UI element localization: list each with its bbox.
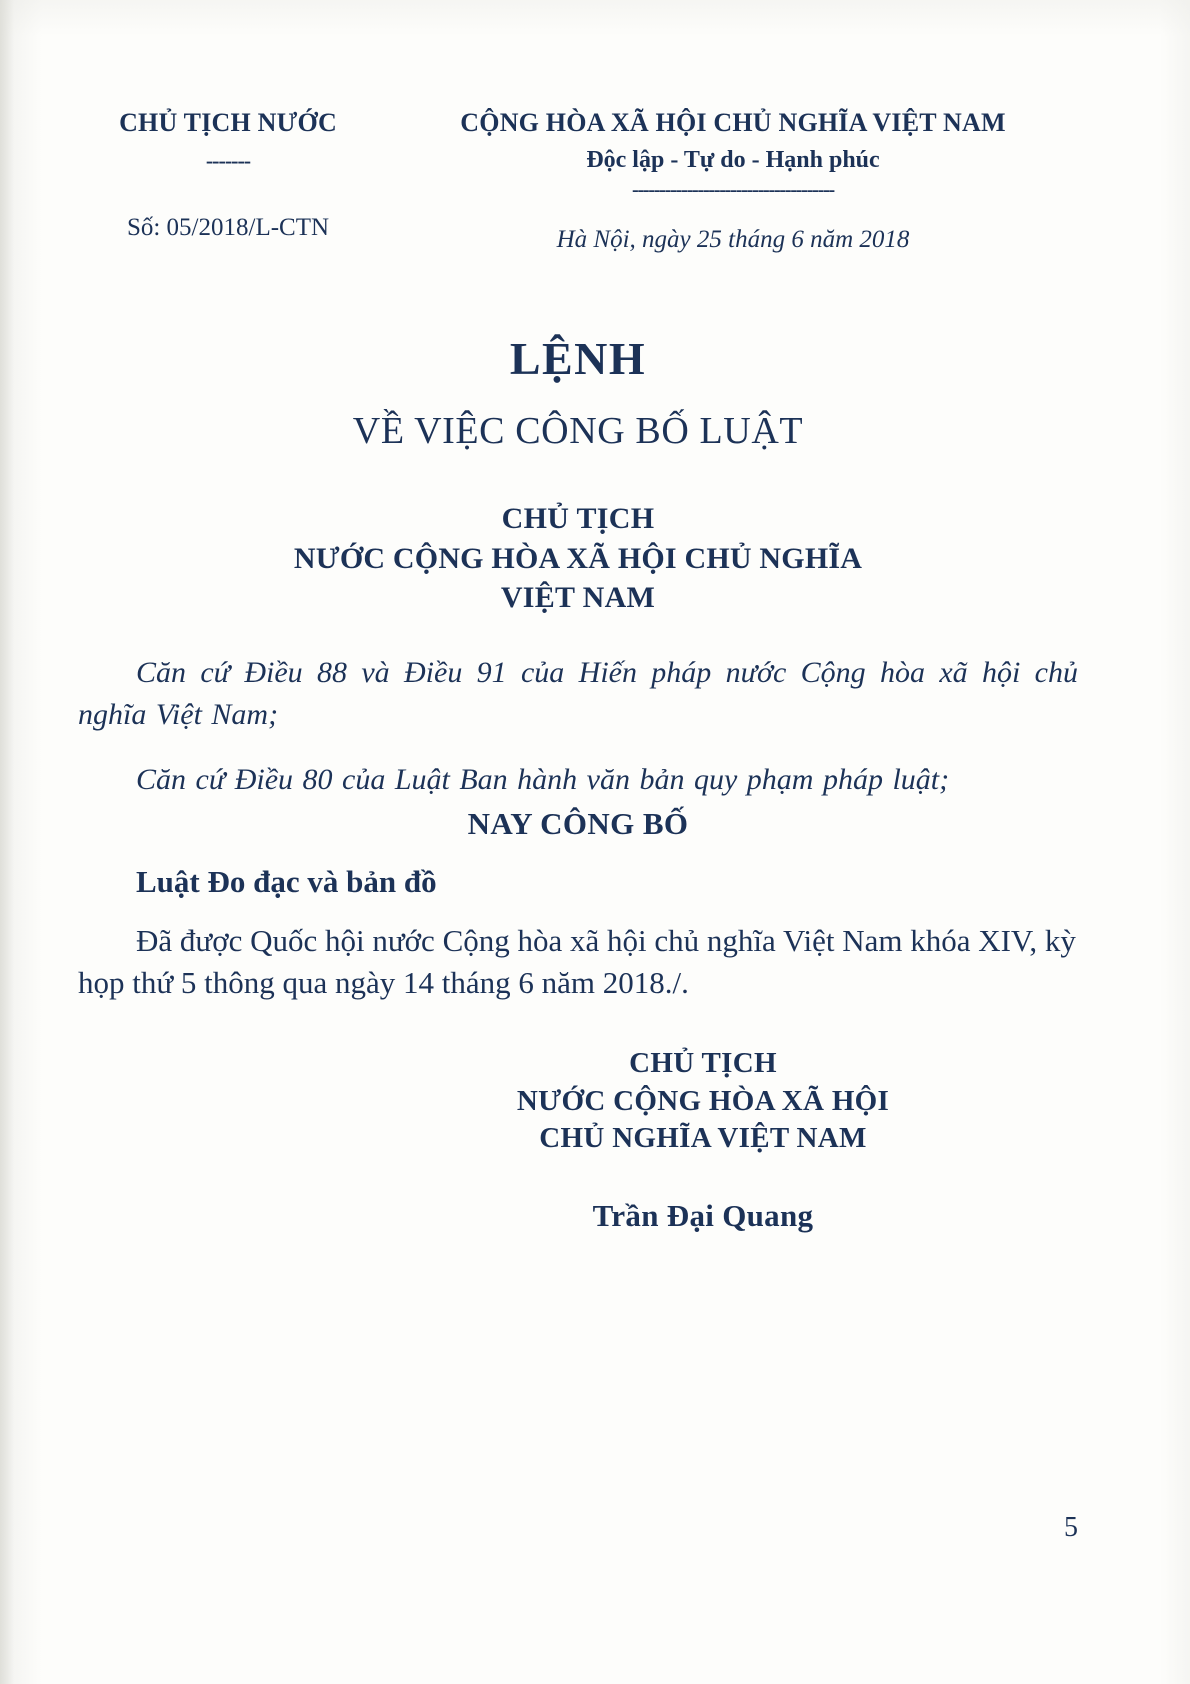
motto-divider-rule: ------------------------------------- <box>631 180 835 200</box>
authority-line-2: NƯỚC CỘNG HÒA XÃ HỘI CHỦ NGHĨA <box>293 541 863 575</box>
passage-paragraph: Đã được Quốc hội nước Cộng hòa xã hội chủ nghĩa Việt Nam khóa XIV, kỳ họp thứ 5 thông qua ngày 14 tháng 6 năm 2018./. <box>78 922 1076 1001</box>
page-number: 5 <box>1064 1512 1078 1543</box>
document-header <box>78 0 1078 254</box>
authority-block <box>78 499 1078 618</box>
proclamation-heading: NAY CÔNG BỐ <box>467 805 689 841</box>
authority-line-3: VIỆT NAM <box>500 581 656 615</box>
legal-basis-paragraph-1: Căn cứ Điều 88 và Điều 91 của Hiến pháp nước Cộng hòa xã hội chủ nghĩa Việt Nam; <box>78 655 1078 732</box>
scan-edge-shadow <box>0 0 14 1684</box>
document-content <box>78 0 1078 1234</box>
issuer-divider-rule: ------- <box>205 148 251 173</box>
issuing-authority: CHỦ TỊCH NƯỚC <box>119 108 337 137</box>
national-motto: Độc lập - Tự do - Hạnh phúc <box>586 147 880 173</box>
signer-title-line-2: NƯỚC CỘNG HÒA XÃ HỘI <box>516 1084 890 1117</box>
signer-name: Trần Đại Quang <box>592 1198 814 1234</box>
signer-title-line-1: CHỦ TỊCH <box>629 1047 777 1080</box>
signer-title-line-3: CHỦ NGHĨA VIỆT NAM <box>539 1122 867 1155</box>
document-title: LỆNH <box>509 333 647 384</box>
signer-title <box>328 1045 1078 1158</box>
document-number: Số: 05/2018/L-CTN <box>126 214 330 241</box>
place-and-date: Hà Nội, ngày 25 tháng 6 năm 2018 <box>556 226 910 253</box>
header-issuer-block <box>78 108 378 242</box>
authority-line-1: CHỦ TỊCH <box>501 502 655 535</box>
header-national-block <box>378 108 1078 254</box>
legal-basis-paragraph-2: Căn cứ Điều 80 của Luật Ban hành văn bản quy phạm pháp luật; <box>136 762 950 796</box>
signature-block <box>78 1045 1078 1234</box>
promulgated-law-name: Luật Đo đạc và bản đồ <box>136 863 437 899</box>
document-subtitle: VỀ VIỆC CÔNG BỐ LUẬT <box>352 410 804 452</box>
national-name: CỘNG HÒA XÃ HỘI CHỦ NGHĨA VIỆT NAM <box>460 108 1006 137</box>
